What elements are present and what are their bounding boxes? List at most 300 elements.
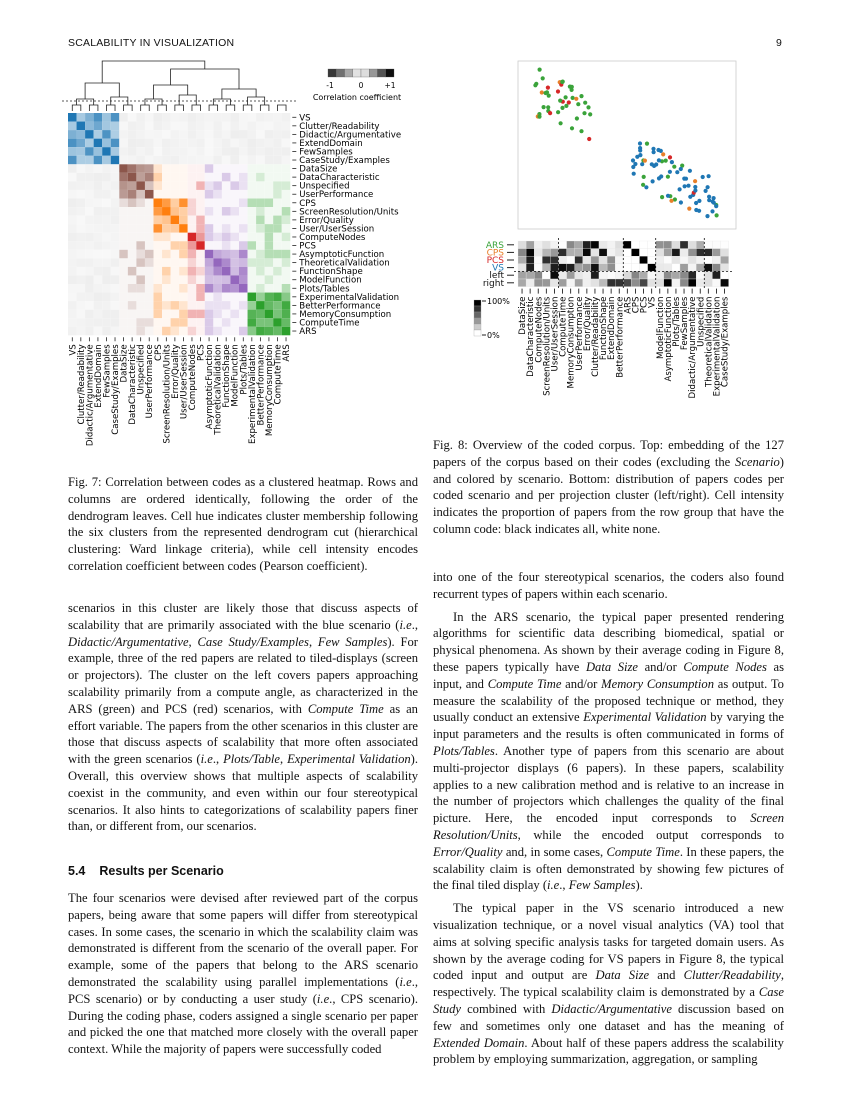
heatmap-cell [265,301,274,310]
heatmap-cell [205,310,214,319]
heatmap-cell [102,113,111,122]
heatmap-cell [102,301,111,310]
heatmap-cell [205,250,214,259]
heatmap-cell [213,327,222,336]
heatmap-cell [85,275,94,284]
matrix-cell [656,271,664,279]
heatmap-column-label: User/UserSession [179,344,190,420]
matrix-cell [550,241,558,249]
heatmap-cell [119,318,128,327]
heatmap-cell [188,147,197,156]
heatmap-cell [154,122,163,131]
heatmap-cell [239,181,248,190]
heatmap-cell [222,173,231,182]
heatmap-row-label: ARS [299,327,317,338]
paper-point [683,184,687,188]
matrix-cell [721,249,729,257]
heatmap-cell [111,147,120,156]
heatmap-cell [273,310,282,319]
matrix-cell [599,279,607,287]
heatmap-cell [154,310,163,319]
matrix-cell [575,271,583,279]
matrix-cell [623,279,631,287]
heatmap-cell [256,284,265,293]
heatmap-cell [205,139,214,148]
heatmap-cell [248,224,257,233]
matrix-column-label: Clutter/Readability [590,296,601,377]
matrix-cell [599,241,607,249]
heatmap-cell [239,199,248,208]
heatmap-cell [265,310,274,319]
paper-point [570,126,574,130]
paper-point [632,172,636,176]
heatmap-cell [136,301,145,310]
heatmap-cell [222,284,231,293]
heatmap-row-labels [292,113,401,337]
correlation-legend [313,69,401,102]
heatmap-cell [196,275,205,284]
paper-point [704,189,708,193]
heatmap-column-label: ScreenResolution/Units [162,344,173,444]
heatmap-cell [188,130,197,139]
heatmap-cell [179,250,188,259]
matrix-column-label: AsymptoticFunction [663,296,674,382]
matrix-column-labels [518,289,731,399]
heatmap-cell [230,181,239,190]
matrix-cell [583,271,591,279]
heatmap-cell [111,164,120,173]
matrix-cell [656,256,664,264]
heatmap-cell [248,156,257,165]
heatmap-cell [85,258,94,267]
heatmap-cell [196,258,205,267]
paper-point [556,89,560,93]
matrix-row-label: ARS [485,240,504,251]
heatmap-cell [102,199,111,208]
matrix-cell [615,264,623,272]
heatmap-cell [119,310,128,319]
heatmap-column-label: FunctionShape [222,344,233,408]
heatmap-cell [77,310,86,319]
matrix-cell [583,241,591,249]
heatmap-cell [282,241,291,250]
heatmap-cell [68,207,77,216]
heatmap-cell [119,190,128,199]
heatmap-cell [94,310,103,319]
heatmap-cell [85,224,94,233]
matrix-cell [559,264,567,272]
heatmap-cell [282,147,291,156]
heatmap-cell [282,318,291,327]
heatmap-cell [119,301,128,310]
heatmap-cell [77,164,86,173]
heatmap-cell [282,284,291,293]
heatmap-cell [128,293,137,302]
matrix-cell [567,241,575,249]
heatmap-cell [239,284,248,293]
paper-point [579,129,583,133]
paper-point [558,99,562,103]
matrix-cell [591,249,599,257]
paragraph: scenarios in this cluster are likely those that discuss aspects of scalability that are primarily associated with the blue scenario (i.e., Didactic/Argumentative, Case Study/Examples, Few Samples). For example, three of the red papers are related to tiled-displays (screen or projectors). The cluster on the left covers papers approaching scalability primarily from a compute angle, as characterized in the ARS (green) and PCS (red) scenarios, with Compute Time as an effort variable. The papers from the other scenarios in this cluster are those that discuss aspects of scalability that more often associated with the green scenarios (i.e., Plots/Table, Experimental Validation). Overall, this overview shows that multiple aspects of scalability coexist in the community, and even within our four stereotypical scenarios. It also hints to categorizations of scalability papers finer than, or different from, our scenarios. [68,601,419,834]
matrix-column-label: Plots/Tables [671,296,682,347]
paper-point [650,162,654,166]
heatmap-cell [273,207,282,216]
heatmap-cell [94,216,103,225]
heatmap-cell [119,113,128,122]
heatmap-cell [265,224,274,233]
paragraph: into one of the four stereotypical scenarios, the coders also found recurrent types of papers within each scenario. [433,570,784,601]
heatmap-cell [162,130,171,139]
heatmap-cell [68,216,77,225]
heatmap-cell [222,156,231,165]
heatmap-cell [179,164,188,173]
matrix-cell [704,256,712,264]
heatmap-cell [239,293,248,302]
heatmap-cell [179,207,188,216]
heatmap-cell [205,224,214,233]
heatmap-cell [213,139,222,148]
heatmap-cell [85,207,94,216]
heatmap-cell [188,284,197,293]
heatmap-cell [273,130,282,139]
figure-8-caption-rest: ) and colored by scenario. Bottom: distribution of papers codes per coded scenario and per projection cluster (left/right). Cell intensity indicates the proportion of papers from the row group that have the column code: black indicates all, white none. [433,454,784,536]
heatmap-cell [222,190,231,199]
matrix-cell [607,249,615,257]
heatmap-cell [162,181,171,190]
heatmap-cell [265,181,274,190]
matrix-cell [583,256,591,264]
paper-point [668,155,672,159]
heatmap-cell [273,190,282,199]
heatmap-cell [248,181,257,190]
heatmap-cell [68,122,77,131]
heatmap-cell [205,130,214,139]
heatmap-column-label: FewSamples [102,344,113,398]
heatmap-cell [248,258,257,267]
heatmap-cell [68,147,77,156]
heatmap-cell [85,216,94,225]
heatmap-cell [213,310,222,319]
heatmap-cell [85,241,94,250]
heatmap-cell [213,207,222,216]
heatmap-cell [196,284,205,293]
heatmap-cell [154,190,163,199]
heatmap-cell [128,122,137,131]
heatmap-cell [68,156,77,165]
heatmap-cell [128,199,137,208]
heatmap-cell [162,164,171,173]
heatmap-cell [248,199,257,208]
paper-point [660,195,664,199]
heatmap-cell [162,275,171,284]
matrix-cell [615,241,623,249]
heatmap-cell [85,284,94,293]
matrix-cell [672,271,680,279]
heatmap-cell [230,122,239,131]
heatmap-cell [265,113,274,122]
heatmap-cell [154,250,163,259]
matrix-column-label: MemoryConsumption [566,296,577,389]
heatmap-cell [102,241,111,250]
heatmap-cell [128,318,137,327]
heatmap-cell [188,207,197,216]
heatmap-cell [94,327,103,336]
heatmap-cell [102,164,111,173]
paper-point [706,185,710,189]
heatmap-cell [102,190,111,199]
heatmap-cell [188,327,197,336]
heatmap-cell [265,250,274,259]
heatmap-cell [77,301,86,310]
matrix-cell [721,271,729,279]
heatmap-cell [111,258,120,267]
matrix-cell [648,264,656,272]
heatmap-cell [119,275,128,284]
paper-point [678,187,682,191]
heatmap-cell [128,147,137,156]
heatmap-cell [213,301,222,310]
heatmap-cell [102,318,111,327]
heatmap-cell [230,310,239,319]
heatmap-cell [119,267,128,276]
heatmap-cell [111,293,120,302]
heatmap-row-label: Plots/Tables [299,284,350,295]
paper-point [576,102,580,106]
heatmap-cell [205,207,214,216]
heatmap-column-label: ModelFunction [230,344,241,407]
heatmap-cell [136,267,145,276]
heatmap-cell [77,267,86,276]
heatmap-cell [239,147,248,156]
heatmap-cell [128,139,137,148]
heatmap-cell [239,156,248,165]
heatmap-cell [282,207,291,216]
heatmap-column-label: CPS [153,344,164,361]
heatmap-cell [179,284,188,293]
heatmap-cell [222,258,231,267]
heatmap-cell [154,275,163,284]
heatmap-cell [205,190,214,199]
heatmap-cell [128,327,137,336]
matrix-column-label: ModelFunction [655,296,666,359]
matrix-cell [680,256,688,264]
heatmap-cell [179,216,188,225]
heatmap-cell [248,190,257,199]
intensity-legend [474,297,510,340]
heatmap-row-label: ExtendDomain [299,138,363,149]
matrix-cell [542,271,550,279]
heatmap-cell [128,310,137,319]
heatmap-cell [248,147,257,156]
matrix-cell [672,264,680,272]
heatmap-cell [145,173,154,182]
heatmap-cell [230,284,239,293]
figure-8-caption-em: Scenario [735,454,780,469]
heatmap-cell [248,130,257,139]
matrix-cell [712,256,720,264]
matrix-cell [672,241,680,249]
heatmap-column-label: ExperimentalValidation [247,344,258,445]
heatmap-cell [68,293,77,302]
heatmap-cell [68,130,77,139]
heatmap-cell [282,293,291,302]
heatmap-cell [213,164,222,173]
heatmap-cell [94,293,103,302]
heatmap-cell [256,310,265,319]
heatmap-cell [102,147,111,156]
heatmap-cell [154,113,163,122]
matrix-cell [599,249,607,257]
heatmap-cell [265,122,274,131]
heatmap-cell [68,258,77,267]
paper-point [638,148,642,152]
heatmap-cell [85,113,94,122]
matrix-cell [607,279,615,287]
heatmap-cell [222,224,231,233]
heatmap-cell [222,301,231,310]
paper-point [666,194,670,198]
paper-point [559,121,563,125]
heatmap-cell [162,318,171,327]
paper-point [533,83,537,87]
heatmap-cell [179,301,188,310]
matrix-cell [680,241,688,249]
heatmap-cell [222,130,231,139]
heatmap-cell [111,318,120,327]
paper-point [687,207,691,211]
heatmap-cell [248,122,257,131]
heatmap-cell [119,173,128,182]
paper-point [679,200,683,204]
heatmap-cell [265,139,274,148]
heatmap-cell [205,216,214,225]
heatmap-cell [265,267,274,276]
paper-point [546,86,550,90]
heatmap-cell [128,173,137,182]
heatmap-cell [77,258,86,267]
heatmap-cell [256,275,265,284]
figure-8-overview [470,55,770,440]
matrix-cell [567,264,575,272]
heatmap-cell [265,216,274,225]
paper-point [546,105,550,109]
heatmap-cell [102,250,111,259]
matrix-cell [712,271,720,279]
heatmap-cell [213,122,222,131]
heatmap-cell [119,207,128,216]
heatmap-cell [154,301,163,310]
heatmap-cell [273,267,282,276]
heatmap-cell [171,293,180,302]
heatmap-cell [171,173,180,182]
heatmap-cell [68,139,77,148]
heatmap-cell [77,233,86,242]
heatmap-cell [179,275,188,284]
page-number: 9 [775,37,782,49]
heatmap-cell [162,216,171,225]
heatmap-cell [145,233,154,242]
heatmap-cell [77,139,86,148]
paper-point [697,199,701,203]
paper-point [701,175,705,179]
paper-point [564,104,568,108]
heatmap-column-label: Clutter/Readability [76,344,87,425]
heatmap-cell [239,250,248,259]
heatmap-cell [213,216,222,225]
heatmap-column-labels [68,337,292,446]
heatmap-cell [77,284,86,293]
paper-point [586,105,590,109]
heatmap-cell [162,207,171,216]
matrix-cell [704,264,712,272]
legend-tick: 100% [487,297,510,306]
heatmap-cell [77,156,86,165]
heatmap-cell [230,241,239,250]
heatmap-cell [85,173,94,182]
heatmap-cell [273,199,282,208]
heatmap-cell [196,130,205,139]
matrix-cell [696,249,704,257]
matrix-cell [542,264,550,272]
matrix-cell [526,271,534,279]
heatmap-cell [162,233,171,242]
heatmap-cell [94,181,103,190]
heatmap-cell [188,310,197,319]
heatmap-cell [111,207,120,216]
matrix-cell [526,279,534,287]
heatmap-cell [222,113,231,122]
paper-point [666,175,670,179]
matrix-cell [542,249,550,257]
heatmap-cell [94,199,103,208]
heatmap-cell [162,284,171,293]
heatmap-row-label: DataCharacteristic [299,173,380,184]
heatmap-cell [136,327,145,336]
heatmap-cell [222,250,231,259]
heatmap-cell [196,156,205,165]
paper-point [664,159,668,163]
paper-point [631,158,635,162]
heatmap-column-label: UserPerformance [145,344,156,419]
heatmap-cell [94,173,103,182]
heatmap-cell [171,233,180,242]
heatmap-cell [68,241,77,250]
heatmap-cell [222,147,231,156]
heatmap-cell [136,181,145,190]
heatmap-cell [128,250,137,259]
heatmap-cell [171,284,180,293]
matrix-cell [704,271,712,279]
heatmap-cell [102,267,111,276]
heatmap-cell [282,181,291,190]
heatmap-cell [188,139,197,148]
matrix-cell [640,271,648,279]
heatmap-cell [179,233,188,242]
heatmap-cell [265,156,274,165]
heatmap-cell [256,207,265,216]
paper-point [686,184,690,188]
matrix-row-label: VS [492,263,504,274]
heatmap-cell [282,190,291,199]
heatmap-cell [77,122,86,131]
matrix-cell [575,241,583,249]
heatmap-cell [256,164,265,173]
heatmap-cell [85,267,94,276]
heatmap-cell [282,199,291,208]
heatmap-cell [77,241,86,250]
heatmap-cell [239,275,248,284]
